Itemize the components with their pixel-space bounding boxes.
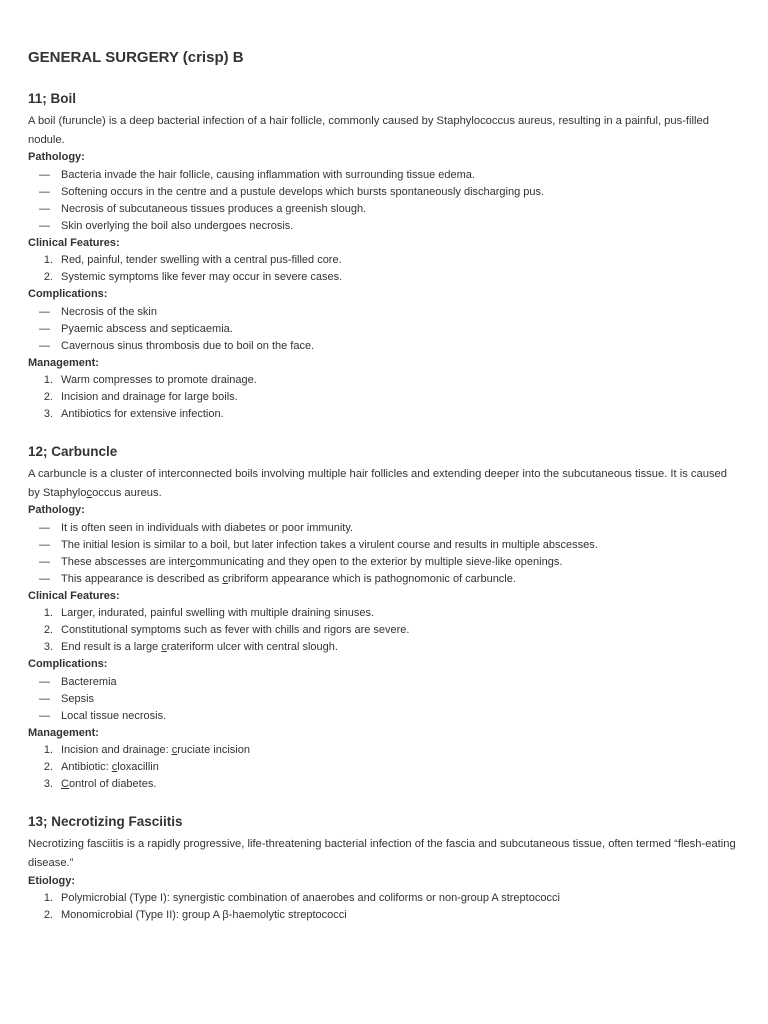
complications-list	[28, 674, 740, 725]
list-item: — Pyaemic abscess and septicaemia.	[28, 321, 740, 338]
list-item: — The initial lesion is similar to a boil, but later infection takes a virulent course and results in multiple abscesses.	[28, 537, 740, 554]
list-item: 1. Incision and drainage: cruciate incision	[43, 744, 250, 757]
list-item: — These abscesses are intercommunicating and they open to the exterior by multiple sieve-like openings.	[28, 554, 740, 571]
management-list	[28, 372, 740, 423]
section-intro: A boil (furuncle) is a deep bacterial infection of a hair follicle, commonly caused by Staphylococcus aureus, resulting in a painful, pus-filled nodule.	[28, 115, 709, 146]
section-title: 13; Necrotizing Fasciitis	[28, 814, 183, 830]
section-intro: Necrotizing fasciitis is a rapidly progressive, life-threatening bacterial infection of the fascia and subcutaneous tissue, often termed “flesh-eating disease.”	[28, 838, 736, 869]
subheading-management: Management:	[28, 356, 99, 369]
list-item: 3. End result is a large crateriform ulcer with central slough.	[43, 641, 338, 654]
section-title: 12; Carbuncle	[28, 444, 118, 460]
complications-list	[28, 304, 740, 355]
list-item: — It is often seen in individuals with diabetes or poor immunity.	[28, 520, 740, 537]
list-item: — Necrosis of subcutaneous tissues produces a greenish slough.	[28, 201, 740, 218]
list-item: 1. Larger, indurated, painful swelling with multiple draining sinuses.	[43, 607, 375, 620]
subheading-pathology: Pathology:	[28, 504, 85, 517]
subheading-clinical-features: Clinical Features:	[28, 236, 120, 249]
clinical-features-list	[28, 605, 740, 656]
list-item: — This appearance is described as cribriform appearance which is pathognomonic of carbuncle.	[28, 571, 740, 588]
list-item: 2. Monomicrobial (Type II): group A β-haemolytic streptococci	[43, 909, 347, 922]
document-title: GENERAL SURGERY (crisp) B	[28, 49, 244, 66]
section-intro: A carbuncle is a cluster of interconnected boils involving multiple hair follicles and extending deeper into the subcutaneous tissue. It is caused by Staphylococcus aureus.	[28, 468, 728, 499]
list-item: — Bacteria invade the hair follicle, causing inflammation with surrounding tissue edema.	[28, 167, 740, 184]
etiology-list	[28, 890, 740, 924]
list-item: 2. Antibiotic: cloxacillin	[43, 761, 159, 774]
list-item: — Local tissue necrosis.	[28, 708, 740, 725]
section-necrotizing-fasciitis	[28, 813, 740, 924]
list-item: 2. Constitutional symptoms such as fever with chills and rigors are severe.	[43, 624, 410, 637]
list-item: — Necrosis of the skin	[28, 304, 740, 321]
list-item: 1. Warm compresses to promote drainage.	[43, 374, 257, 387]
subheading-pathology: Pathology:	[28, 151, 85, 164]
list-item: — Sepsis	[28, 691, 740, 708]
subheading-complications: Complications:	[28, 658, 108, 671]
list-item: 3. Antibiotics for extensive infection.	[43, 408, 224, 421]
subheading-etiology: Etiology:	[28, 874, 76, 887]
section-carbuncle	[28, 443, 740, 793]
list-item: 1. Red, painful, tender swelling with a central pus-filled core.	[43, 254, 342, 267]
subheading-management: Management:	[28, 726, 99, 739]
list-item: — Softening occurs in the centre and a pustule develops which bursts spontaneously discharging pus.	[28, 184, 740, 201]
pathology-list	[28, 520, 740, 588]
pathology-list	[28, 167, 740, 235]
list-item: — Bacteremia	[28, 674, 740, 691]
clinical-features-list	[28, 252, 740, 286]
management-list	[28, 742, 740, 793]
list-item: 3. Control of diabetes.	[43, 778, 157, 791]
subheading-clinical-features: Clinical Features:	[28, 589, 120, 602]
section-boil	[28, 90, 740, 423]
section-title: 11; Boil	[28, 91, 77, 106]
subheading-complications: Complications:	[28, 288, 108, 301]
list-item: 1. Polymicrobial (Type I): synergistic combination of anaerobes and coliforms or non-group A streptococci	[43, 892, 560, 905]
list-item: — Cavernous sinus thrombosis due to boil on the face.	[28, 338, 740, 355]
list-item: — Skin overlying the boil also undergoes necrosis.	[28, 218, 740, 235]
list-item: 2. Incision and drainage for large boils.	[43, 391, 238, 404]
list-item: 2. Systemic symptoms like fever may occur in severe cases.	[43, 271, 343, 284]
